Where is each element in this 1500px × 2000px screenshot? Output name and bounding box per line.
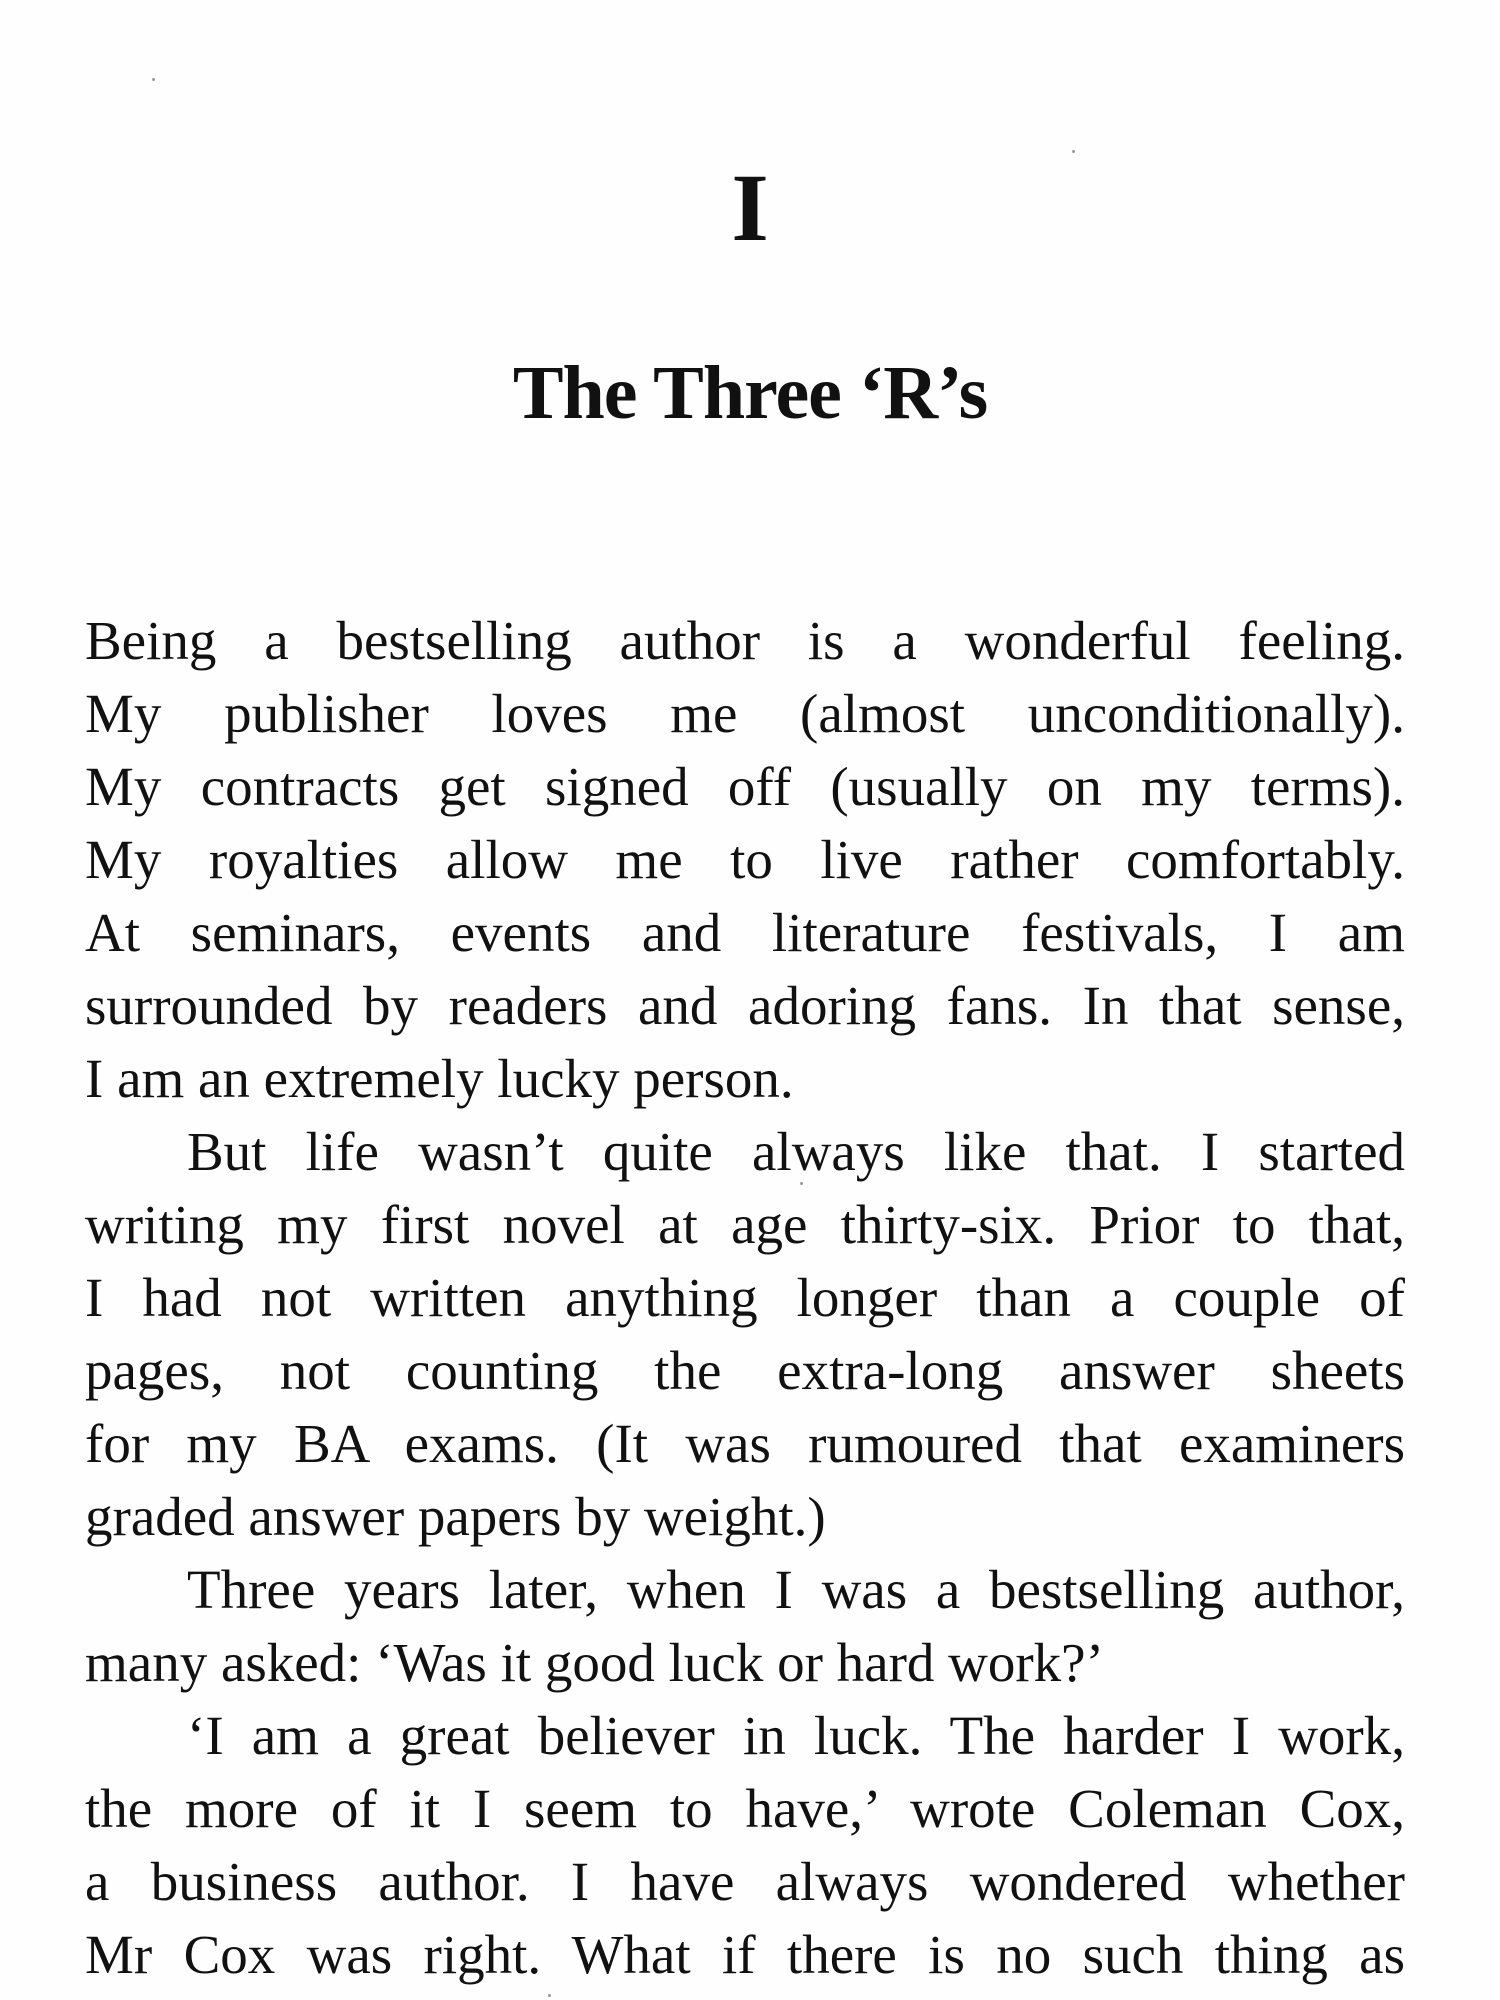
- text-line: graded answer papers by weight.): [85, 1486, 826, 1547]
- text-line: pages, not counting the extra-long answer sheets: [85, 1340, 1405, 1401]
- text-line: for my BA exams. (It was rumoured that examiners: [85, 1413, 1405, 1474]
- text-line: At seminars, events and literature festivals, I am: [85, 902, 1405, 963]
- text-line: But life wasn’t quite always like that. I started: [187, 1121, 1405, 1182]
- text-line: Three years later, when I was a bestselling author,: [187, 1559, 1405, 1620]
- paper-speck: [548, 1994, 551, 1997]
- text-line: a business author. I have always wondered whether: [85, 1851, 1405, 1912]
- chapter-title: The Three ‘R’s: [512, 351, 988, 435]
- text-line: I am an extremely lucky person.: [85, 1048, 794, 1109]
- body-text: [85, 604, 1405, 1991]
- text-line: Mr Cox was right. What if there is no such thing as: [85, 1924, 1405, 1985]
- text-line: writing my first novel at age thirty-six. Prior to that,: [85, 1194, 1405, 1255]
- paper-speck: [800, 1182, 803, 1185]
- text-line: My publisher loves me (almost unconditionally).: [85, 683, 1405, 744]
- chapter-number: I: [731, 154, 769, 261]
- paper-speck: [152, 78, 155, 81]
- text-line: My royalties allow me to live rather comfortably.: [85, 829, 1405, 890]
- text-line: surrounded by readers and adoring fans. In that sense,: [85, 975, 1405, 1036]
- paper-speck: [1072, 150, 1075, 153]
- text-line: ‘I am a great believer in luck. The harder I work,: [187, 1705, 1405, 1766]
- text-line: I had not written anything longer than a couple of: [85, 1267, 1405, 1328]
- text-line: My contracts get signed off (usually on my terms).: [85, 756, 1405, 817]
- text-line: Being a bestselling author is a wonderful feeling.: [85, 610, 1405, 671]
- text-line: the more of it I seem to have,’ wrote Coleman Cox,: [85, 1778, 1405, 1839]
- text-line: many asked: ‘Was it good luck or hard work?’: [85, 1632, 1104, 1693]
